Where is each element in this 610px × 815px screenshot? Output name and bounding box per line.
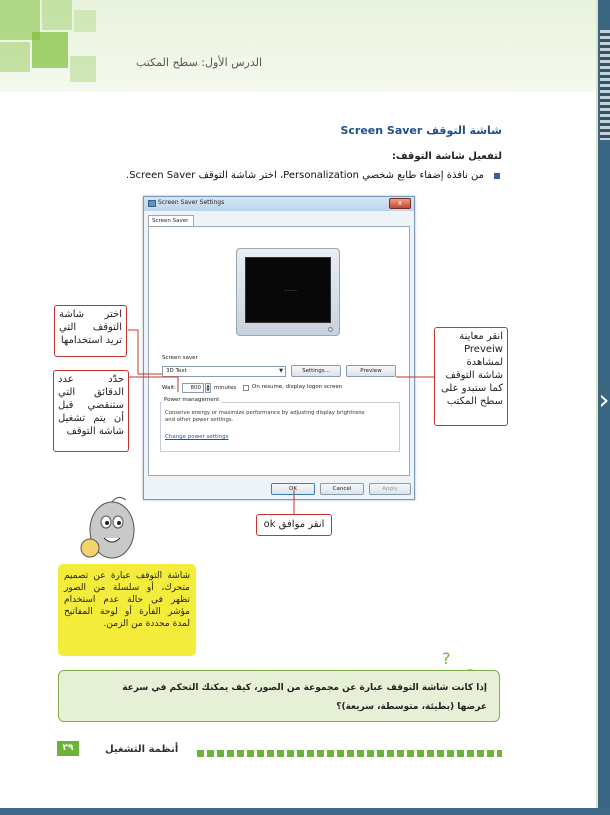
power-description: Conserve energy or maximize performance by adjusting display brightness and other power settings. <box>165 410 365 423</box>
section-subtitle: لتفعيل شاشة التوقف: <box>391 151 502 162</box>
wait-label: Wait: <box>162 385 176 391</box>
callout-set-minutes: حدّد عدد الدقائق التي ستنقضي قبل أن يتم تشغيل شاشة التوقف <box>53 370 129 452</box>
next-page-strip <box>600 30 610 140</box>
settings-button[interactable]: Settings... <box>291 365 341 377</box>
chevron-down-icon: ▼ <box>279 368 283 374</box>
callout-click-ok: انقر موافق ok <box>256 514 332 536</box>
callout-preview: انقر معاينة Preveiw لمشاهدة شاشة التوقف كما ستبدو على سطح المكتب <box>434 327 508 426</box>
book-title: أنظمة التشغيل <box>105 744 179 755</box>
resume-checkbox[interactable] <box>243 385 249 391</box>
monitor-power-icon <box>328 327 333 332</box>
footer-dots <box>197 750 502 757</box>
note-box: شاشة التوقف عبارة عن تصميم متحرك، أو سلسلة من الصور تظهر في حالة عدم استخدام مؤشر الفأرة أو لوحة المفاتيح لمدة محددة من الزمن. <box>58 564 196 656</box>
preview-text: ~~~~ <box>284 288 298 293</box>
dialog-title: Screen Saver Settings <box>158 199 225 206</box>
chevron-right-icon[interactable]: › <box>598 383 610 416</box>
power-title: Power management <box>164 397 220 403</box>
ok-button[interactable]: OK <box>271 483 315 495</box>
preview-screen <box>245 257 331 323</box>
section-title: شاشة التوقف Screen Saver <box>340 124 502 137</box>
bullet-text: من نافذة إضفاء طابع شخصي Personalization، اختر شاشة التوقف Screen Saver. <box>126 170 484 181</box>
screen-saver-value: 3D Text <box>166 368 187 374</box>
lesson-title: الدرس الأول: سطح المكتب <box>136 56 263 69</box>
screen-saver-label: Screen saver <box>162 355 198 361</box>
page-number: ٢٩ <box>57 741 79 756</box>
apply-button[interactable]: Apply <box>369 483 411 495</box>
header-decoration <box>0 0 110 92</box>
resume-label: On resume, display logon screen <box>252 384 343 390</box>
dialog-titlebar <box>144 197 414 211</box>
question-box: إذا كانت شاشة التوقف عبارة عن مجموعة من الصور، كيف يمكنك التحكم في سرعة عرضها (بطيئة، متوسطة، سريعة)؟ <box>58 670 500 722</box>
wait-input[interactable]: 800 <box>182 383 204 393</box>
viewer-bottom-bar <box>0 808 610 815</box>
screen-saver-dialog <box>143 196 415 500</box>
mouse-mascot-icon <box>70 496 150 568</box>
minutes-label: minutes <box>214 385 237 391</box>
monitor-app-icon <box>148 200 156 207</box>
monitor-preview <box>236 248 340 336</box>
screen-saver-select[interactable] <box>162 366 286 377</box>
cancel-button[interactable]: Cancel <box>320 483 364 495</box>
dialog-body <box>148 226 410 476</box>
tab-screen-saver[interactable]: Screen Saver <box>148 215 194 227</box>
callout-choose-saver: اختر شاشة التوقف التي تريد استخدامها <box>54 305 127 357</box>
wait-spinner[interactable]: ▲ ▼ <box>206 383 210 392</box>
close-button[interactable]: x <box>389 198 411 209</box>
bullet-icon <box>494 173 500 179</box>
svg-text:?: ? <box>442 649 451 668</box>
preview-button[interactable]: Preview <box>346 365 396 377</box>
change-power-settings-link[interactable]: Change power settings <box>165 434 229 440</box>
header-band <box>0 0 598 92</box>
